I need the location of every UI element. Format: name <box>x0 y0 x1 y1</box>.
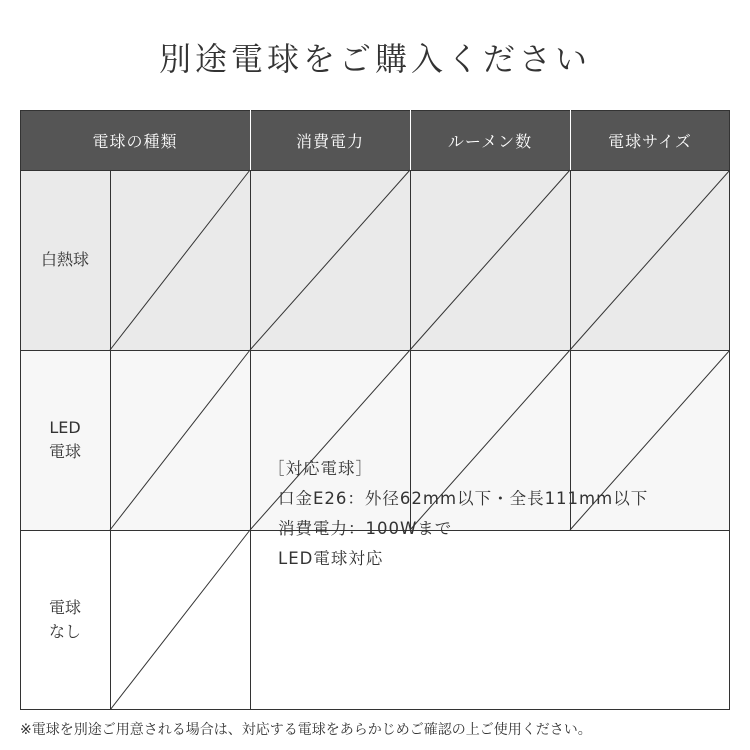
table-border <box>21 111 730 710</box>
compatible-bulb-spec <box>268 454 648 574</box>
row-label-line: 電球 <box>48 598 81 617</box>
bulb-comparison-table <box>20 110 730 710</box>
header-bulb-type: 電球の種類 <box>20 110 250 170</box>
header-lumen: ルーメン数 <box>410 110 570 170</box>
not-applicable-diagonal <box>570 170 730 350</box>
not-applicable-diagonal <box>110 530 250 710</box>
spec-line: LED電球対応 <box>278 549 384 568</box>
not-applicable-diagonal <box>110 350 250 530</box>
spec-line: 口金E26：外径62mm以下・全長111mm以下 <box>278 489 649 508</box>
header-bulb-size: 電球サイズ <box>570 110 730 170</box>
page-title: 別途電球をご購入ください <box>158 40 591 78</box>
header-power: 消費電力 <box>250 110 410 170</box>
row-label-line: なし <box>48 622 81 641</box>
row-label-line: LED <box>49 418 81 437</box>
spec-heading: ［対応電球］ <box>268 459 373 478</box>
table-lines <box>20 110 730 710</box>
not-applicable-diagonal <box>410 170 570 350</box>
row-label-line: 電球 <box>48 442 81 461</box>
footnote: ※電球を別途ご用意される場合は、対応する電球をあらかじめご確認の上ご使用ください。 <box>20 722 592 738</box>
not-applicable-diagonal <box>250 170 410 350</box>
spec-line: 消費電力：100Wまで <box>278 519 453 538</box>
row-label-line: 白熱球 <box>40 250 89 269</box>
not-applicable-diagonal <box>110 170 250 350</box>
